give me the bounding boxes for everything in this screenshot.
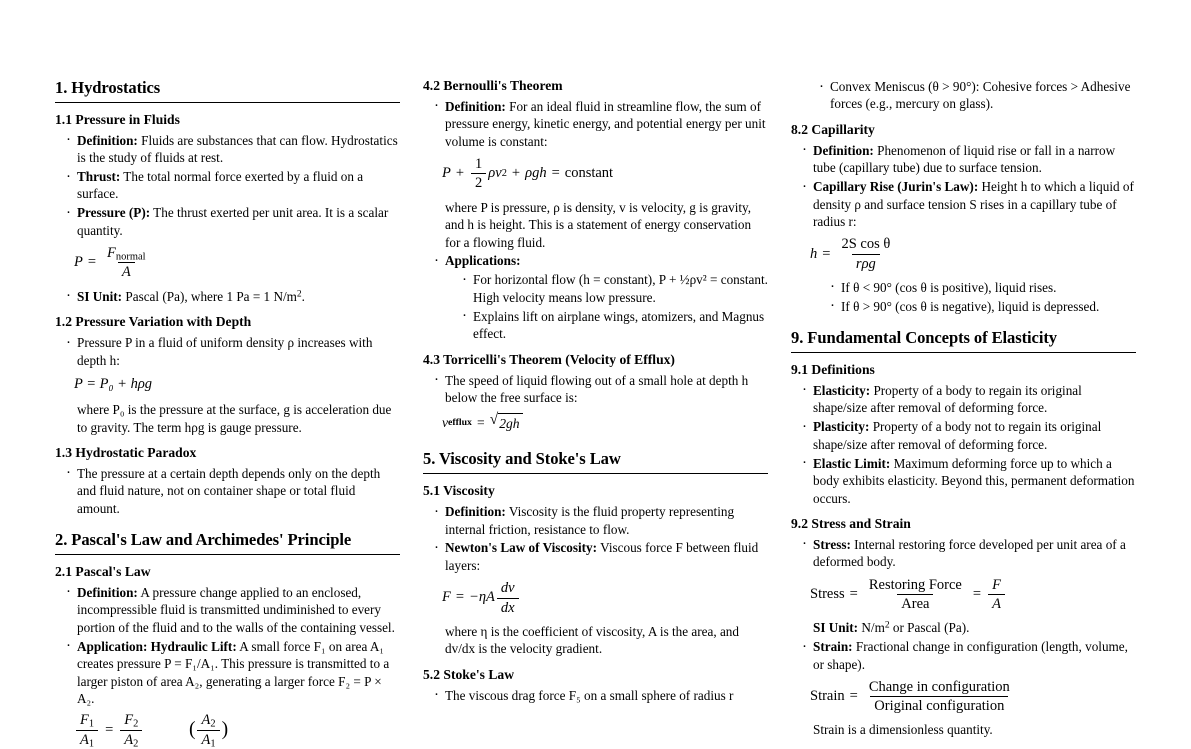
formula-hydraulic-lift-clipped: $\frac{F_1}{A_1}$ = $\frac{F_2}{A_2}$ ( $\frac{A_2}{A_1}$ ): [77, 712, 400, 747]
formula-denominator-2: A: [988, 594, 1005, 612]
bullet-lead: Thrust:: [77, 169, 121, 185]
bullet-text: If θ > 90° (cos θ is negative), liquid is depressed.: [841, 298, 1100, 314]
formula-operator: +: [511, 165, 521, 182]
si-unit-text: N/m: [858, 620, 885, 636]
formula-note: where P₀ is the pressure at the surface, g is acceleration due to gravity. The term hρg is gauge pressure.: [77, 402, 392, 435]
formula-equals-2: =: [972, 585, 982, 602]
list-item: [830, 298, 1136, 315]
formula-numerator: Restoring Force: [868, 576, 962, 593]
list-item: [434, 503, 768, 538]
formula-coefficient: −ηA: [469, 589, 495, 606]
bullet-text: A small force F₁ on area A₁ creates pressure P = F₁/A₁. This pressure is transmitted to a larger piston of area A₂, generating a larger force F₂ = P × A₂.: [77, 638, 390, 706]
list-item: [819, 78, 1136, 113]
formula-note: where η is the coefficient of viscosity, A is the area, and dv/dx is the velocity gradient.: [445, 623, 739, 657]
list-item: [462, 308, 768, 343]
bullet-lead: Definition:: [77, 132, 138, 148]
bullet-lead: Applications:: [445, 253, 521, 269]
formula-numerator: 2S cos θ: [841, 236, 891, 253]
list-item: [434, 98, 768, 251]
bullet-lead: Definition:: [813, 142, 874, 158]
formula-half-numerator: 1: [475, 156, 483, 173]
si-unit-tail: or Pascal (Pa).: [889, 620, 970, 636]
list-item: [830, 279, 1136, 296]
formula-bernoulli: P + $\frac{1}{2}$ ρv 2 + ρgh = constant: [442, 156, 614, 192]
bullet-text: Convex Meniscus (θ > 90°): Cohesive forces > Adhesive forces (e.g., mercury on glass).: [830, 79, 1131, 112]
subsection-heading-viscosity: 5.1 Viscosity: [423, 483, 495, 499]
subsection-heading-pressure-variation: 1.2 Pressure Variation with Depth: [55, 314, 252, 330]
list-item: [66, 204, 400, 280]
formula-equals: =: [849, 585, 858, 602]
bullet-list-bernoulli: [423, 98, 768, 343]
formula-numerator: Change in configuration: [868, 678, 1010, 695]
bullet-list-viscosity: [423, 503, 768, 658]
bullet-text: Viscous force F between fluid layers:: [445, 540, 759, 573]
bullet-lead: Definition:: [445, 504, 506, 520]
bullet-list-stress-and-strain: [791, 536, 1136, 739]
list-item: [462, 271, 768, 306]
formula-torricelli: v efflux = √ 2gh: [445, 412, 768, 433]
formula-equals: =: [476, 414, 485, 430]
bullet-list-capillarity: [791, 142, 1136, 315]
bullet-lead: Pressure (P):: [77, 205, 151, 221]
bullet-list-definitions: [791, 382, 1136, 507]
bullet-text: Property of a body not to regain its original shape/size after removal of deforming force.: [813, 419, 1102, 452]
formula-radicand: 2gh: [498, 413, 522, 433]
stress-si-unit: [813, 619, 1136, 636]
bullet-text: If θ < 90° (cos θ is positive), liquid rises.: [841, 279, 1057, 295]
bullet-lead: Stress:: [813, 536, 851, 552]
list-item: [66, 168, 400, 203]
subsection-heading-stress-and-strain: 9.2 Stress and Strain: [791, 515, 911, 531]
list-item: [66, 584, 400, 636]
bullet-lead: Definition:: [77, 584, 138, 600]
column-1: [55, 78, 400, 749]
list-item: [802, 638, 1136, 739]
formula-body: P = P₀ + hρg: [74, 375, 153, 392]
subsection-heading-bernoulli: 4.2 Bernoulli's Theorem: [423, 78, 563, 93]
formula-denominator: A: [118, 262, 135, 280]
bullet-lead: Newton's Law of Viscosity:: [445, 540, 598, 556]
bullet-text: A pressure change applied to an enclosed, incompressible fluid is transmitted undiminished to every portion of the fluid and to the walls of the containing vessel.: [77, 584, 395, 635]
subsection-heading-capillarity: 8.2 Capillarity: [791, 121, 875, 137]
section-rule: [423, 473, 768, 474]
formula-lhs: P: [442, 165, 451, 182]
bullet-lead: SI Unit:: [77, 288, 123, 304]
subsection-heading-hydrostatic-paradox: 1.3 Hydrostatic Paradox: [55, 444, 197, 460]
bullet-lead: Definition:: [445, 98, 506, 114]
formula-lhs: P: [74, 254, 83, 271]
list-item: [802, 178, 1136, 315]
formula-lhs: Strain: [810, 688, 845, 705]
strain-trailing-text: Strain is a dimensionless quantity.: [813, 722, 993, 738]
formula-denominator: Area: [897, 594, 933, 612]
list-item: [434, 372, 768, 434]
formula-lhs: Stress: [810, 585, 845, 602]
bullet-lead: Elastic Limit:: [813, 455, 891, 471]
bullet-text: The thrust exerted per unit area. It is a scalar quantity.: [77, 205, 389, 238]
list-item: [66, 288, 400, 305]
square-root: √ 2gh: [490, 412, 523, 433]
bullet-list-applications: [445, 271, 768, 342]
bullet-text: Internal restoring force developed per unit area of a deformed body.: [813, 536, 1126, 570]
formula-strain: [810, 678, 1136, 715]
formula-equals: =: [551, 165, 560, 182]
section-heading-hydrostatics: 1. Hydrostatics: [55, 78, 161, 97]
bullet-text: Pascal (Pa), where 1 Pa = 1 N/m: [122, 288, 297, 304]
bullet-tail: .: [301, 288, 305, 304]
formula-equals: =: [849, 688, 858, 705]
formula-newton-viscosity: [442, 580, 768, 616]
three-column-layout: [55, 78, 1145, 749]
bullet-lead: Plasticity:: [813, 419, 870, 435]
section-rule: [55, 102, 400, 103]
bullet-text: Explains lift on airplane wings, atomizers, and Magnus effect.: [473, 308, 765, 342]
bullet-list-capillary-conditions: [813, 279, 1136, 315]
formula-lhs: h: [810, 245, 818, 262]
list-item: [802, 418, 1136, 453]
list-item: [66, 334, 400, 436]
subsection-heading-torricelli: 4.3 Torricelli's Theorem (Velocity of Efflux): [423, 351, 675, 367]
bullet-list-pressure-in-fluids: [55, 132, 400, 305]
bullet-text: For horizontal flow (h = constant), P + ½ρv² = constant. High velocity means low pressure.: [473, 272, 768, 305]
si-unit-exponent: 2: [884, 620, 890, 631]
bullet-text: Phenomenon of liquid rise or fall in a narrow tube (capillary tube) due to surface tension.: [813, 142, 1116, 176]
bullet-text: Viscosity is the fluid property representing internal friction, resistance to flow.: [445, 504, 735, 537]
formula-half-denominator: 2: [471, 173, 486, 191]
section-rule: [55, 554, 400, 555]
formula-pressure-definition: P = $\frac{F_{normal}}{A}$: [74, 245, 146, 281]
bullet-list-torricelli: [423, 372, 768, 434]
formula-pressure-depth: [74, 375, 400, 394]
unit-exponent: 2: [296, 289, 302, 300]
subsection-heading-pressure-in-fluids: 1.1 Pressure in Fluids: [55, 111, 180, 127]
formula-denominator: dx: [497, 598, 519, 616]
section-heading-pascal-archimedes: 2. Pascal's Law and Archimedes' Principle: [55, 530, 352, 550]
list-item: [802, 382, 1136, 417]
bullet-text: Fractional change in configuration (length, volume, or shape).: [813, 639, 1128, 672]
bullet-text: For an ideal fluid in streamline flow, the sum of pressure energy, kinetic energy, and potential energy per unit volume is constant:: [445, 98, 766, 149]
subsection-heading-definitions: 9.1 Definitions: [791, 361, 875, 377]
si-unit-lead: SI Unit:: [813, 620, 859, 636]
column-2: [423, 78, 768, 703]
subsection-heading-pascals-law: 2.1 Pascal's Law: [55, 563, 151, 579]
bullet-text: The pressure at a certain depth depends only on the depth and fluid nature, not on container shape or total fluid amount.: [77, 465, 381, 516]
formula-denominator: rρg: [852, 254, 880, 272]
section-heading-viscosity-stokes: 5. Viscosity and Stoke's Law: [423, 449, 621, 469]
bullet-text: Property of a body to regain its original shape/size after removal of deforming force.: [813, 382, 1082, 416]
formula-rho-gh: ρgh: [525, 165, 547, 182]
formula-numerator-subscript: normal: [115, 251, 146, 263]
formula-equals: =: [822, 245, 831, 262]
bullet-lead: Strain:: [813, 639, 853, 655]
bullet-lead: Application: Hydraulic Lift:: [77, 638, 237, 654]
bullet-text: The speed of liquid flowing out of a small hole at depth h below the free surface is:: [445, 372, 749, 405]
bullet-text: Pressure P in a fluid of uniform density ρ increases with depth h:: [77, 335, 373, 368]
bullet-list-pascals-law: [55, 584, 400, 748]
bullet-list-pressure-variation: [55, 334, 400, 436]
section-rule: [791, 352, 1136, 353]
formula-numerator: F: [107, 245, 116, 262]
bullet-list-hydrostatic-paradox: [55, 465, 400, 517]
formula-numerator-2: F: [992, 576, 1001, 593]
formula-stress: [810, 576, 1136, 612]
formula-lhs: F: [442, 589, 451, 606]
bullet-list-stokes-law: [423, 687, 768, 704]
bullet-lead: Capillary Rise (Jurin's Law):: [813, 179, 979, 195]
list-item: [434, 252, 768, 342]
subsection-heading-stokes-law: 5.2 Stoke's Law: [423, 666, 515, 682]
bullet-text: The total normal force exerted by a fluid on a surface.: [77, 169, 364, 202]
list-item: [802, 536, 1136, 637]
formula-numerator: dv: [500, 580, 515, 597]
bullet-text: Fluids are substances that can flow. Hydrostatics is the study of fluids at rest.: [77, 132, 398, 166]
list-item: [434, 539, 768, 657]
list-item: [66, 132, 400, 167]
list-item: [802, 142, 1136, 177]
section-heading-elasticity: 9. Fundamental Concepts of Elasticity: [791, 328, 1057, 348]
formula-jurins-law: [810, 236, 1136, 272]
bullet-list-meniscus: [791, 78, 1136, 113]
column-3: [791, 78, 1136, 738]
bullet-text: The viscous drag force F₅ on a small sphere of radius r: [445, 687, 734, 703]
formula-equals: =: [455, 589, 465, 606]
formula-rhs: constant: [564, 165, 614, 182]
bullet-text: Maximum deforming force up to which a body exhibits elasticity. Beyond this, permanent deformation occurs.: [813, 455, 1135, 506]
formula-rho-v: ρv: [488, 165, 502, 182]
list-item: [802, 455, 1136, 507]
bullet-text: Height h to which a liquid of density ρ and surface tension S rises in a capillary tube of radius r:: [813, 179, 1134, 230]
formula-note: where P is pressure, ρ is density, v is velocity, g is gravity, and h is height. This is a statement of energy conservation for a flowing fluid.: [445, 199, 752, 250]
list-item: [434, 687, 768, 704]
formula-operator: +: [455, 165, 465, 182]
bullet-lead: Elasticity:: [813, 382, 871, 398]
list-item: [66, 465, 400, 517]
formula-lhs: v: [442, 414, 449, 430]
list-item: [66, 638, 400, 748]
formula-denominator: Original configuration: [870, 696, 1008, 714]
